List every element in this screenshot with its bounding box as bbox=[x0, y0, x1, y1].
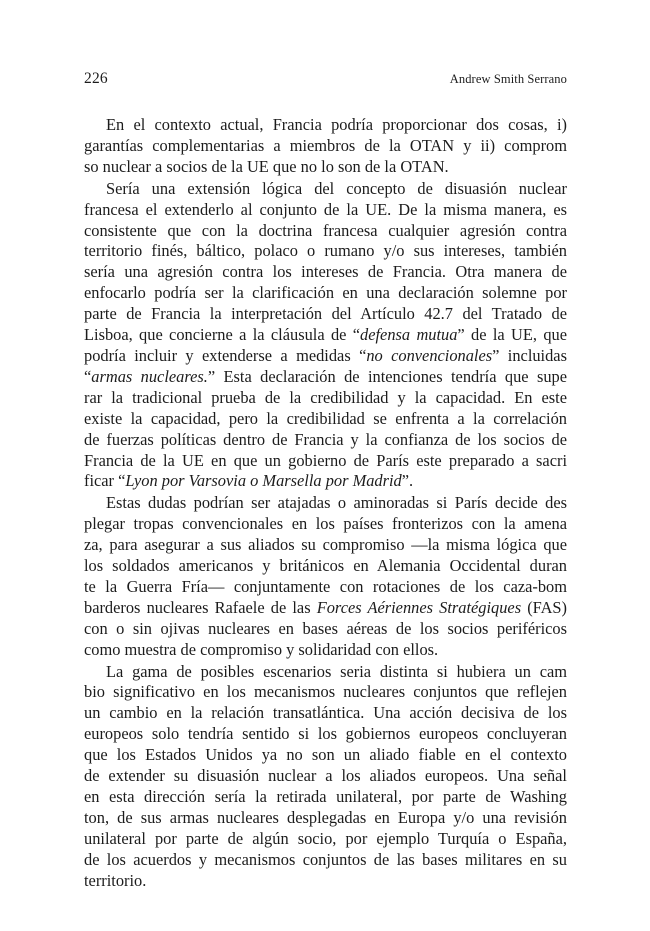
text-run: (FAS) bbox=[521, 597, 567, 617]
text-line: plegar tropas convencionales en los países fronterizos con la amena bbox=[84, 514, 567, 534]
text-line: de fuerzas políticas dentro de Francia y la confianza de los socios de bbox=[84, 429, 567, 449]
text-line: Sería una extensión lógica del concepto de disuasión nuclear bbox=[106, 178, 567, 198]
text-line: sería una agresión contra los intereses de Francia. Otra manera de bbox=[84, 262, 567, 282]
paragraph bbox=[84, 179, 567, 493]
text-line bbox=[84, 346, 567, 367]
text-line: territorio finés, báltico, polaco o rumano y/o sus intereses, también bbox=[84, 241, 567, 261]
text-line bbox=[84, 598, 567, 619]
text-line: za, para asegurar a sus aliados su compromiso —la misma lógica que bbox=[84, 535, 567, 555]
italic-term: armas nucleares. bbox=[91, 366, 208, 386]
italic-term: no convencionales bbox=[366, 345, 493, 365]
italic-term: defensa mutua bbox=[360, 325, 458, 345]
text-run: ficar “ bbox=[84, 471, 126, 491]
text-line: so nuclear a socios de la UE que no lo son de la OTAN. bbox=[84, 156, 449, 176]
text-line: bio significativo en los mecanismos nucleares conjuntos que reflejen bbox=[84, 682, 567, 702]
text-run: podría incluir y extenderse a medidas “ bbox=[84, 345, 367, 365]
italic-term: Lyon por Varsovia o Marsella por Madrid bbox=[125, 471, 402, 491]
text-line: en esta dirección sería la retirada unilateral, por parte de Washing bbox=[84, 787, 567, 806]
paragraph bbox=[84, 662, 567, 892]
body-text bbox=[84, 115, 567, 892]
text-line: ton, de sus armas nucleares desplegadas en Europa y/o una revisión bbox=[84, 807, 567, 827]
paragraph bbox=[84, 115, 567, 178]
text-line: rar la tradicional prueba de la credibilidad y la capacidad. En este bbox=[84, 387, 567, 407]
text-run: ” Esta declaración de intenciones tendría que supe bbox=[207, 366, 567, 386]
text-run: barderos nucleares Rafaele de las bbox=[84, 597, 317, 617]
text-line: Estas dudas podrían ser atajadas o aminoradas si París decide des bbox=[106, 493, 567, 513]
text-line: existe la capacidad, pero la credibilidad se enfrenta a la correlación bbox=[84, 408, 567, 428]
paragraph bbox=[84, 493, 567, 660]
text-run: “ bbox=[84, 366, 92, 386]
text-line: que los Estados Unidos ya no son un aliado fiable en el contexto bbox=[84, 745, 567, 765]
text-line: como muestra de compromiso y solidaridad con ellos. bbox=[84, 639, 439, 659]
running-head-author: Andrew Smith Serrano bbox=[449, 72, 567, 86]
text-line: territorio. bbox=[84, 870, 147, 890]
text-run: ”. bbox=[401, 471, 414, 491]
page-number: 226 bbox=[84, 70, 108, 87]
text-line: La gama de posibles escenarios seria distinta si hubiera un cam bbox=[106, 661, 567, 681]
text-line: francesa el extenderlo al conjunto de la UE. De la misma manera, es bbox=[84, 199, 567, 219]
text-run: ” de la UE, que bbox=[457, 325, 567, 345]
text-line bbox=[84, 367, 567, 388]
text-line: los soldados americanos y británicos en Alemania Occidental duran bbox=[84, 556, 567, 576]
text-line bbox=[84, 471, 567, 492]
text-line: con o sin ojivas nucleares en bases aéreas de los socios periféricos bbox=[84, 618, 567, 638]
text-line: Francia de la UE en que un gobierno de París este preparado a sacri bbox=[84, 450, 567, 470]
text-line: de los acuerdos y mecanismos conjuntos de las bases militares en su bbox=[84, 849, 567, 869]
text-line: de extender su disuasión nuclear a los aliados europeos. Una señal bbox=[84, 766, 567, 786]
page-header bbox=[84, 70, 567, 90]
text-line: europeos solo tendría sentido si los gobiernos europeos concluyeran bbox=[84, 724, 567, 744]
text-line: enfocarlo podría ser la clarificación en una declaración solemne por bbox=[84, 283, 567, 303]
text-line: consistente que con la doctrina francesa cualquier agresión contra bbox=[84, 220, 567, 240]
text-line: En el contexto actual, Francia podría proporcionar dos cosas, i) bbox=[106, 115, 567, 134]
text-run: Lisboa, que concierne a la cláusula de “ bbox=[84, 325, 361, 345]
text-line: parte de Francia la interpretación del Artículo 42.7 del Tratado de bbox=[84, 304, 567, 324]
text-line: unilateral por parte de algún socio, por ejemplo Turquía o España, bbox=[84, 828, 567, 848]
text-run: ” incluidas bbox=[492, 345, 567, 365]
text-line: garantías complementarias a miembros de la OTAN y ii) comprom bbox=[84, 135, 567, 155]
text-line: te la Guerra Fría— conjuntamente con rotaciones de los caza-bom bbox=[84, 576, 567, 596]
italic-term: Forces Aériennes Stratégiques bbox=[316, 597, 522, 617]
text-line bbox=[84, 325, 567, 346]
text-line: un cambio en la relación transatlántica. Una acción decisiva de los bbox=[84, 703, 567, 723]
